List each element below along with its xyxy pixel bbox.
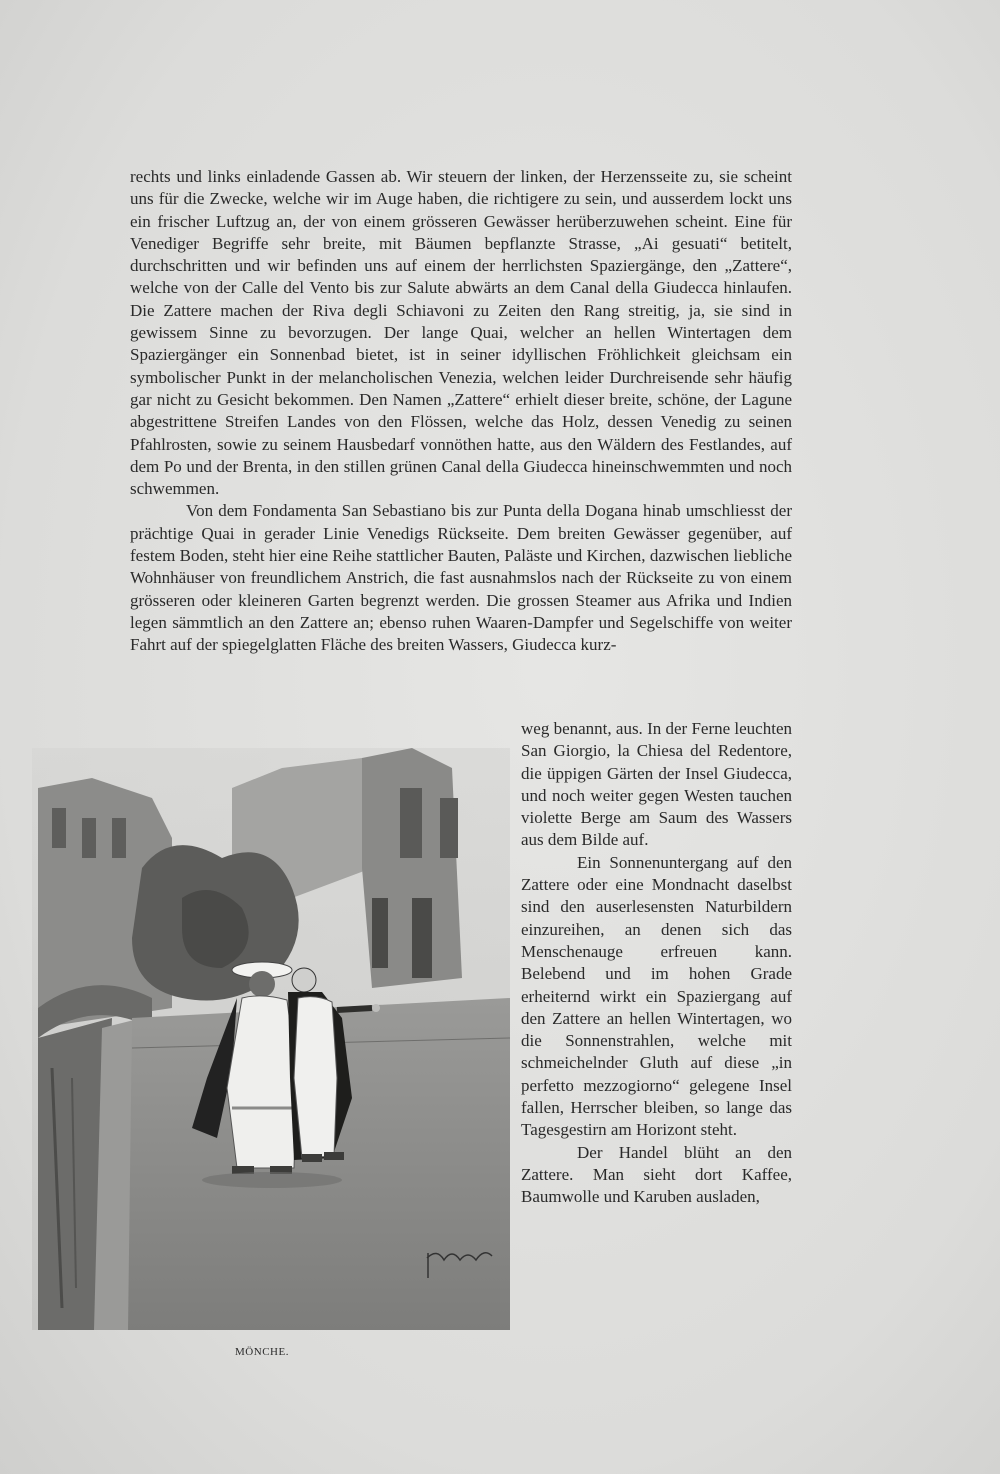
right-paragraph-3: Der Handel blüht an den Zattere. Man sieht dort Kaffee, Baumwolle und Karuben ausladen,: [521, 1142, 792, 1207]
paragraph-1: rechts und links einladende Gassen ab. Wir steuern der linken, der Herzensseite zu, sie scheint uns für die Zwecke, welche wir im Auge haben, die richtigere zu sein, und ausserdem lockt uns ein frischer Luftzug an, der von einem grösseren Gewässer herüberzuwehen scheint. Eine für Venediger Begriffe sehr breite, mit Bäumen bepflanzte Strasse, „Ai gesuati“ betitelt, durchschritten und wir befinden uns auf einem der herrlichsten Spaziergänge, den „Zattere“, welche von der Calle del Vento bis zur Salute abwärts an dem Canal della Giudecca hinlaufen. Die Zattere machen der Riva degli Schiavoni zu Zeiten den Rang streitig, ja, sie sind in gewissem Sinne zu bevorzugen. Der lange Quai, welcher an hellen Wintertagen dem Spaziergänger ein Sonnenbad bietet, ist in seiner idyllischen Fröhlichkeit gleichsam ein symbolischer Punkt in der melancholischen Venezia, welchen leider Durchreisende sehr häufig gar nicht zu Gesicht bekommen. Den Namen „Zattere“ erhielt dieser breite, schöne, der Lagune abgestrittene Streifen Landes von den Flössen, welche das Holz, dessen Venedig zu seinen Pfahlrosten, sowie zu seinem Hausbedarf vonnöthen hatte, aus den Wäldern des Festlandes, auf dem Po und der Brenta, in den stillen grünen Canal della Giudecca hineinschwemmten und noch schwemmen.: [130, 167, 792, 499]
right-paragraph-1: weg benannt, aus. In der Ferne leuchten San Giorgio, la Chiesa del Redentore, die üppigen Gärten der Insel Giudecca, und noch weiter gegen Westen tauchen violette Berge am Saum des Wassers aus dem Bilde auf.: [521, 719, 792, 850]
right-column-text: [521, 718, 792, 1209]
main-text-block: [130, 166, 792, 657]
illustration-caption: MÖNCHE.: [235, 1346, 289, 1358]
right-paragraph-2: Ein Sonnenuntergang auf den Zattere oder eine Mondnacht daselbst sind den auserlesensten Naturbildern einzureihen, an denen sich das Menschenauge erfreuen kann. Belebend und im hohen Grade erheiternd wirkt ein Spaziergang auf den Zattere an hellen Wintertagen, wo die Sonnenstrahlen, welche mit schmeichelnder Gluth auf diese „in perfetto mezzogiorno“ gelegene Insel fallen, Herrscher bleiben, so lange das Tagesgestirn am Horizont steht.: [521, 852, 792, 1140]
monks-illustration: [32, 748, 510, 1330]
paragraph-2: Von dem Fondamenta San Sebastiano bis zur Punta della Dogana hinab umschliesst der prächtige Quai in gerader Linie Venedigs Rückseite. Dem breiten Gewässer gegenüber, auf festem Boden, steht hier eine Reihe stattlicher Bauten, Paläste und Kirchen, dazwischen liebliche Wohnhäuser von freundlichem Anstrich, die fast ausnahmslos nach der Rückseite zu von einem grösseren oder kleineren Garten begrenzt werden. Die grossen Steamer aus Afrika und Indien legen sämmtlich an den Zattere an; ebenso ruhen Waaren-Dampfer und Segelschiffe von weiter Fahrt auf der spiegelglatten Fläche des breiten Wassers, Giudecca kurz-: [130, 501, 792, 655]
